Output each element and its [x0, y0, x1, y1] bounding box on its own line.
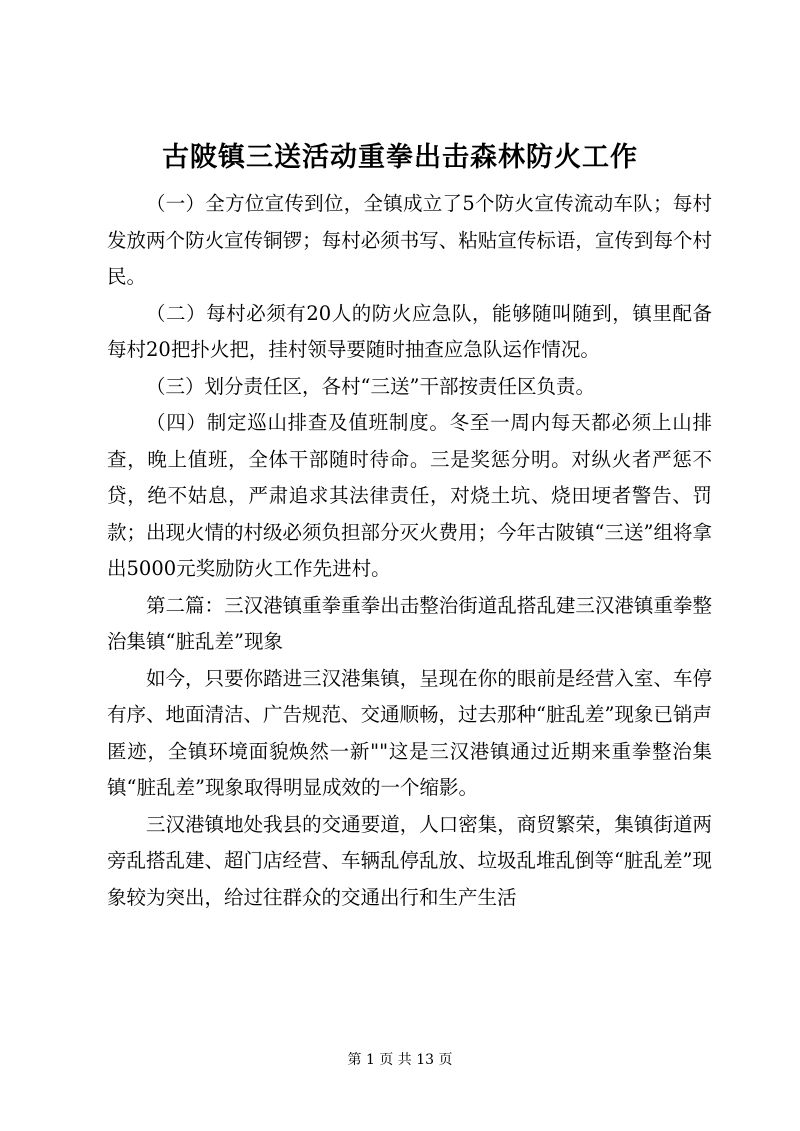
paragraph-4: （四）制定巡山排查及值班制度。冬至一周内每天都必须上山排查，晚上值班，全体干部随时待命。三是奖惩分明。对纵火者严惩不贷，绝不姑息，严肃追求其法律责任，对烧土坑、烧田埂者警告、罚款；出现火情的村级必须负担部分灭火费用；今年古陂镇“三送”组将拿出5000元奖励防火工作先进村。	[107, 411, 712, 580]
paragraph-7: 三汉港镇地处我县的交通要道，人口密集，商贸繁荣，集镇街道两旁乱搭乱建、超门店经营、车辆乱停乱放、垃圾乱堆乱倒等“脏乱差”现象较为突出，给过往群众的交通出行和生产生活	[107, 812, 712, 909]
document-body	[107, 186, 712, 916]
paragraph-1: （一）全方位宣传到位，全镇成立了5个防火宣传流动车队；每村发放两个防火宣传铜锣；每村必须书写、粘贴宣传标语，宣传到每个村民。	[107, 192, 712, 288]
paragraph-2: （二）每村必须有20人的防火应急队，能够随叫随到，镇里配备每村20把扑火把，挂村领导要随时抽查应急队运作情况。	[107, 301, 712, 361]
section-heading-paragraph: 第二篇：三汉港镇重拳重拳出击整治街道乱搭乱建三汉港镇重拳整治集镇“脏乱差”现象	[107, 593, 712, 653]
document-title: 古陂镇三送活动重拳出击森林防火工作	[162, 142, 638, 173]
paragraph-6: 如今，只要你踏进三汉港集镇，呈现在你的眼前是经营入室、车停有序、地面清洁、广告规范、交通顺畅，过去那种“脏乱差”现象已销声匿迹，全镇环境面貌焕然一新""这是三汉港镇通过近期来重拳整治集镇“脏乱差”现象取得明显成效的一个缩影。	[107, 666, 712, 799]
paragraph-3: （三）划分责任区，各村“三送”干部按责任区负责。	[146, 374, 595, 398]
page-footer: 第 1 页 共 13 页	[347, 1052, 453, 1068]
